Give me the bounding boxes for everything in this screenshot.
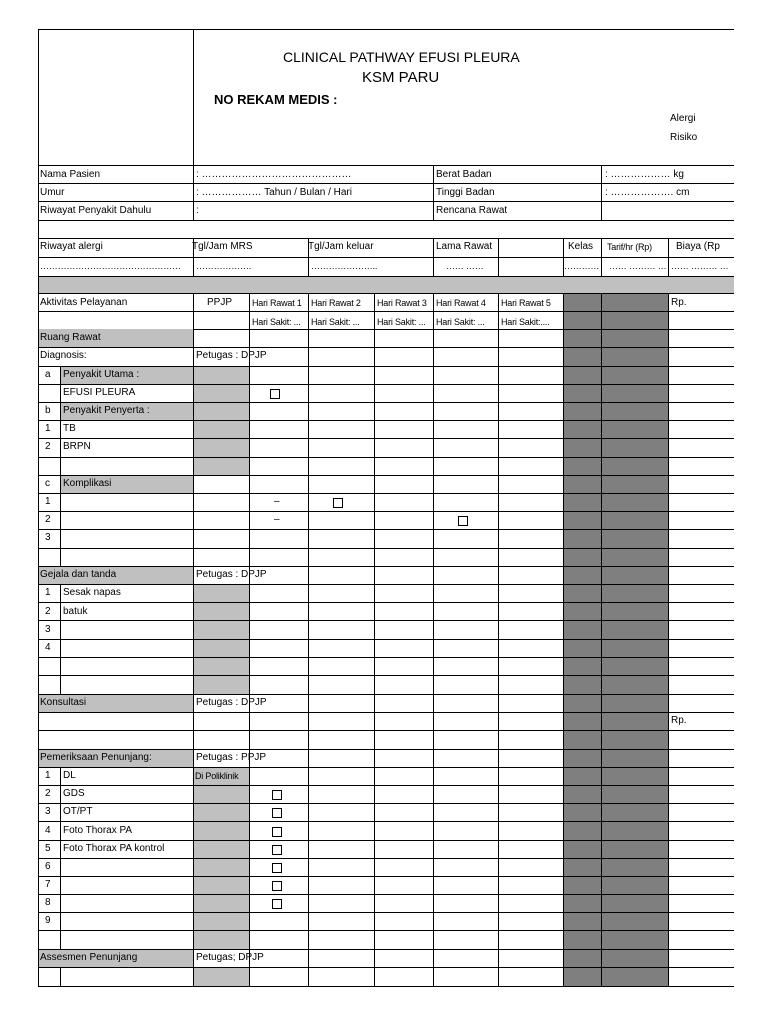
alergi-label: Alergi [670, 113, 696, 124]
riwayat-penyakit-value[interactable]: : [196, 205, 199, 216]
checkbox-efusi-day1[interactable] [270, 389, 280, 399]
pemeriksaan-label: Pemeriksaan Penunjang: [40, 752, 152, 763]
grid-line [498, 293, 499, 986]
hari-sakit-4[interactable]: Hari Sakit: ... [436, 317, 485, 327]
tinggi-badan-value[interactable]: : ………………. cm [605, 187, 690, 198]
hari-rawat-3: Hari Rawat 3 [377, 298, 427, 308]
grid-line [38, 366, 734, 367]
tinggi-badan-label: Tinggi Badan [436, 187, 495, 198]
grid-line [308, 293, 309, 986]
tarif-dots[interactable]: …… ……… … [609, 261, 667, 271]
grid-line [38, 293, 734, 294]
page-subtitle: KSM PARU [362, 69, 440, 86]
grid-line [38, 930, 734, 931]
sesak-napas-label: Sesak napas [63, 587, 121, 598]
grid-line [668, 293, 669, 986]
lama-dots[interactable]: …… …… [446, 261, 484, 271]
riwayat-penyakit-label: Riwayat Penyakit Dahulu [40, 205, 152, 216]
checkbox-foto-kontrol-day1[interactable] [272, 845, 282, 855]
gejala-num-3: 3 [45, 624, 51, 635]
grid-line [38, 220, 734, 221]
checkbox-foto-pa-day1[interactable] [272, 827, 282, 837]
checkbox-row8-day1[interactable] [272, 899, 282, 909]
row-num-tb: 1 [45, 423, 51, 434]
checkbox-row6-day1[interactable] [272, 863, 282, 873]
grid-line [38, 384, 734, 385]
grid-line [193, 329, 734, 330]
hari-sakit-3[interactable]: Hari Sakit: ... [377, 317, 426, 327]
grid-line [38, 201, 734, 202]
komplikasi-num-3: 3 [45, 532, 51, 543]
grid-line [433, 238, 434, 276]
grid-line [38, 548, 734, 549]
pem-num-4: 4 [45, 825, 51, 836]
grid-line [38, 620, 734, 621]
komplikasi-num-1: 1 [45, 496, 51, 507]
hari-rawat-1: Hari Rawat 1 [252, 298, 302, 308]
page-title: CLINICAL PATHWAY EFUSI PLEURA [283, 49, 520, 65]
nama-pasien-value[interactable]: : ……………………………………… [196, 169, 352, 180]
row-letter-b: b [45, 405, 51, 416]
komplikasi-num-2: 2 [45, 514, 51, 525]
checkbox-row7-day1[interactable] [272, 881, 282, 891]
ruang-rawat-label: Ruang Rawat [40, 332, 101, 343]
grid-line [38, 238, 734, 239]
checkbox-gds-day1[interactable] [272, 790, 282, 800]
keluar-dots[interactable]: ………………….. [311, 261, 378, 271]
gejala-num-2: 2 [45, 606, 51, 617]
pem-num-1: 1 [45, 770, 51, 781]
grid-line [38, 785, 734, 786]
grid-line [38, 584, 734, 585]
grid-line [38, 183, 734, 184]
no-rekam-medis-label: NO REKAM MEDIS : [214, 92, 338, 107]
hari-rawat-2: Hari Rawat 2 [311, 298, 361, 308]
checkbox-otpt-day1[interactable] [272, 808, 282, 818]
aktivitas-pelayanan-label: Aktivitas Pelayanan [40, 297, 128, 308]
grid-line [38, 602, 734, 603]
hari-sakit-5[interactable]: Hari Sakit:.... [501, 317, 550, 327]
grid-line [563, 293, 564, 986]
grid-line [38, 347, 734, 348]
berat-badan-value[interactable]: : ……………… kg [605, 169, 684, 180]
assesmen-petugas: Petugas; DPJP [196, 952, 264, 963]
grid-line [433, 165, 434, 220]
tgl-keluar-label: Tgl/Jam keluar [308, 241, 374, 252]
grid-line [60, 584, 61, 694]
grid-line [374, 293, 375, 986]
hari-sakit-1[interactable]: Hari Sakit: ... [252, 317, 301, 327]
grid-line [38, 457, 734, 458]
riwayat-alergi-label: Riwayat alergi [40, 241, 103, 252]
row-num-brpn: 2 [45, 441, 51, 452]
foto-thorax-pa-label: Foto Thorax PA [63, 825, 133, 836]
grid-line [38, 276, 734, 277]
grid-line [193, 165, 194, 220]
pem-num-5: 5 [45, 843, 51, 854]
grid-line [601, 165, 602, 220]
grid-line [60, 767, 61, 949]
kelas-dots[interactable]: ………… [564, 261, 600, 271]
di-poliklinik-label: Di Poliklinik [195, 771, 239, 781]
pem-num-6: 6 [45, 861, 51, 872]
otpt-label: OT/PT [63, 806, 93, 817]
brpn-label: BRPN [63, 441, 91, 452]
kelas-label: Kelas [568, 241, 594, 252]
grid-line [38, 475, 734, 476]
biaya-label: Biaya (Rp [676, 241, 720, 252]
grid-line [38, 639, 734, 640]
konsultasi-petugas: Petugas : DPJP [196, 697, 267, 708]
pemeriksaan-petugas: Petugas : PPJP [196, 752, 267, 763]
batuk-label: batuk [63, 606, 88, 617]
penyakit-utama-label: Penyakit Utama : [63, 369, 140, 380]
rp-label-konsultasi: Rp. [671, 715, 687, 726]
pem-num-7: 7 [45, 879, 51, 890]
grid-line [498, 238, 499, 276]
tb-label: TB [63, 423, 76, 434]
gejala-num-1: 1 [45, 587, 51, 598]
dl-label: DL [63, 770, 76, 781]
foto-thorax-kontrol-label: Foto Thorax PA kontrol [63, 843, 165, 854]
grid-line [193, 29, 194, 165]
penyakit-penyerta-label: Penyakit Penyerta : [63, 405, 150, 416]
grid-line [38, 165, 734, 166]
grid-line [433, 293, 434, 986]
grid-line [38, 767, 734, 768]
grid-line [38, 894, 734, 895]
grid-line [38, 967, 734, 968]
grid-line [38, 675, 734, 676]
nama-pasien-label: Nama Pasien [40, 169, 101, 180]
grid-line [601, 238, 602, 276]
grid-line [38, 821, 734, 822]
risiko-label: Risiko [670, 132, 698, 143]
diagnosis-label: Diagnosis: [40, 350, 87, 361]
grid-line [38, 257, 734, 258]
alergi-dots[interactable]: ………………………………………… [40, 261, 181, 271]
grid-line [193, 293, 194, 986]
row-letter-c: c [45, 478, 50, 489]
grid-line [38, 566, 734, 567]
komplikasi-dash-1: – [274, 496, 280, 507]
grid-line [38, 311, 734, 312]
mrs-dots[interactable]: ………………. [196, 261, 252, 271]
tgl-mrs-label: Tgl/Jam MRS [192, 241, 253, 252]
grid-line [38, 840, 734, 841]
efusi-pleura-label: EFUSI PLEURA [63, 387, 136, 398]
grey-band [38, 276, 734, 293]
tarif-label: Tarif/hr (Rp) [607, 242, 652, 252]
grid-line [60, 366, 61, 566]
grid-line [38, 657, 734, 658]
grid-line [38, 420, 734, 421]
grid-line [38, 493, 734, 494]
checkbox-komplikasi2-day4[interactable] [458, 516, 468, 526]
ppjp-assesmen-fill [193, 967, 249, 986]
komplikasi-label: Komplikasi [63, 478, 112, 489]
grid-line [38, 876, 734, 877]
grid-line [38, 912, 734, 913]
diagnosis-petugas: Petugas : DPJP [196, 350, 267, 361]
checkbox-komplikasi1-day2[interactable] [333, 498, 343, 508]
umur-value[interactable]: : ……………… Tahun / Bulan / Hari [196, 187, 352, 198]
pem-num-8: 8 [45, 897, 51, 908]
hari-rawat-4: Hari Rawat 4 [436, 298, 486, 308]
grid-line [249, 293, 250, 986]
umur-label: Umur [40, 187, 65, 198]
grid-line [38, 986, 734, 987]
pem-num-3: 3 [45, 806, 51, 817]
grid-line [38, 402, 734, 403]
grid-line [38, 511, 734, 512]
lama-rawat-label: Lama Rawat [436, 241, 493, 252]
assesmen-label: Assesmen Penunjang [40, 952, 138, 963]
grid-line [193, 67, 194, 70]
biaya-dots[interactable]: …… ……… … [671, 261, 729, 271]
hari-sakit-2[interactable]: Hari Sakit: ... [311, 317, 360, 327]
rp-label-header: Rp. [671, 297, 687, 308]
grid-line [601, 293, 602, 986]
grid-line [38, 749, 734, 750]
grid-line [38, 438, 734, 439]
pem-num-9: 9 [45, 915, 51, 926]
ppjp-label: PPJP [207, 297, 233, 308]
grid-line [38, 730, 734, 731]
komplikasi-dash-2: – [274, 514, 280, 525]
konsultasi-label: Konsultasi [40, 697, 87, 708]
grid-line [38, 694, 734, 695]
gejala-label: Gejala dan tanda [40, 569, 117, 580]
berat-badan-label: Berat Badan [436, 169, 492, 180]
grid-line [38, 858, 734, 859]
grid-line [38, 29, 39, 986]
grid-line [60, 967, 61, 986]
rencana-rawat-label: Rencana Rawat [436, 205, 508, 216]
grid-line [668, 238, 669, 276]
row-letter-a: a [45, 369, 51, 380]
gejala-num-4: 4 [45, 642, 51, 653]
grid-line [38, 529, 734, 530]
gejala-petugas: Petugas : DPJP [196, 569, 267, 580]
grid-line [38, 803, 734, 804]
hari-rawat-5: Hari Rawat 5 [501, 298, 551, 308]
pem-num-2: 2 [45, 788, 51, 799]
grid-line [38, 29, 734, 30]
grid-line [38, 949, 734, 950]
grid-line [38, 712, 734, 713]
gds-label: GDS [63, 788, 85, 799]
